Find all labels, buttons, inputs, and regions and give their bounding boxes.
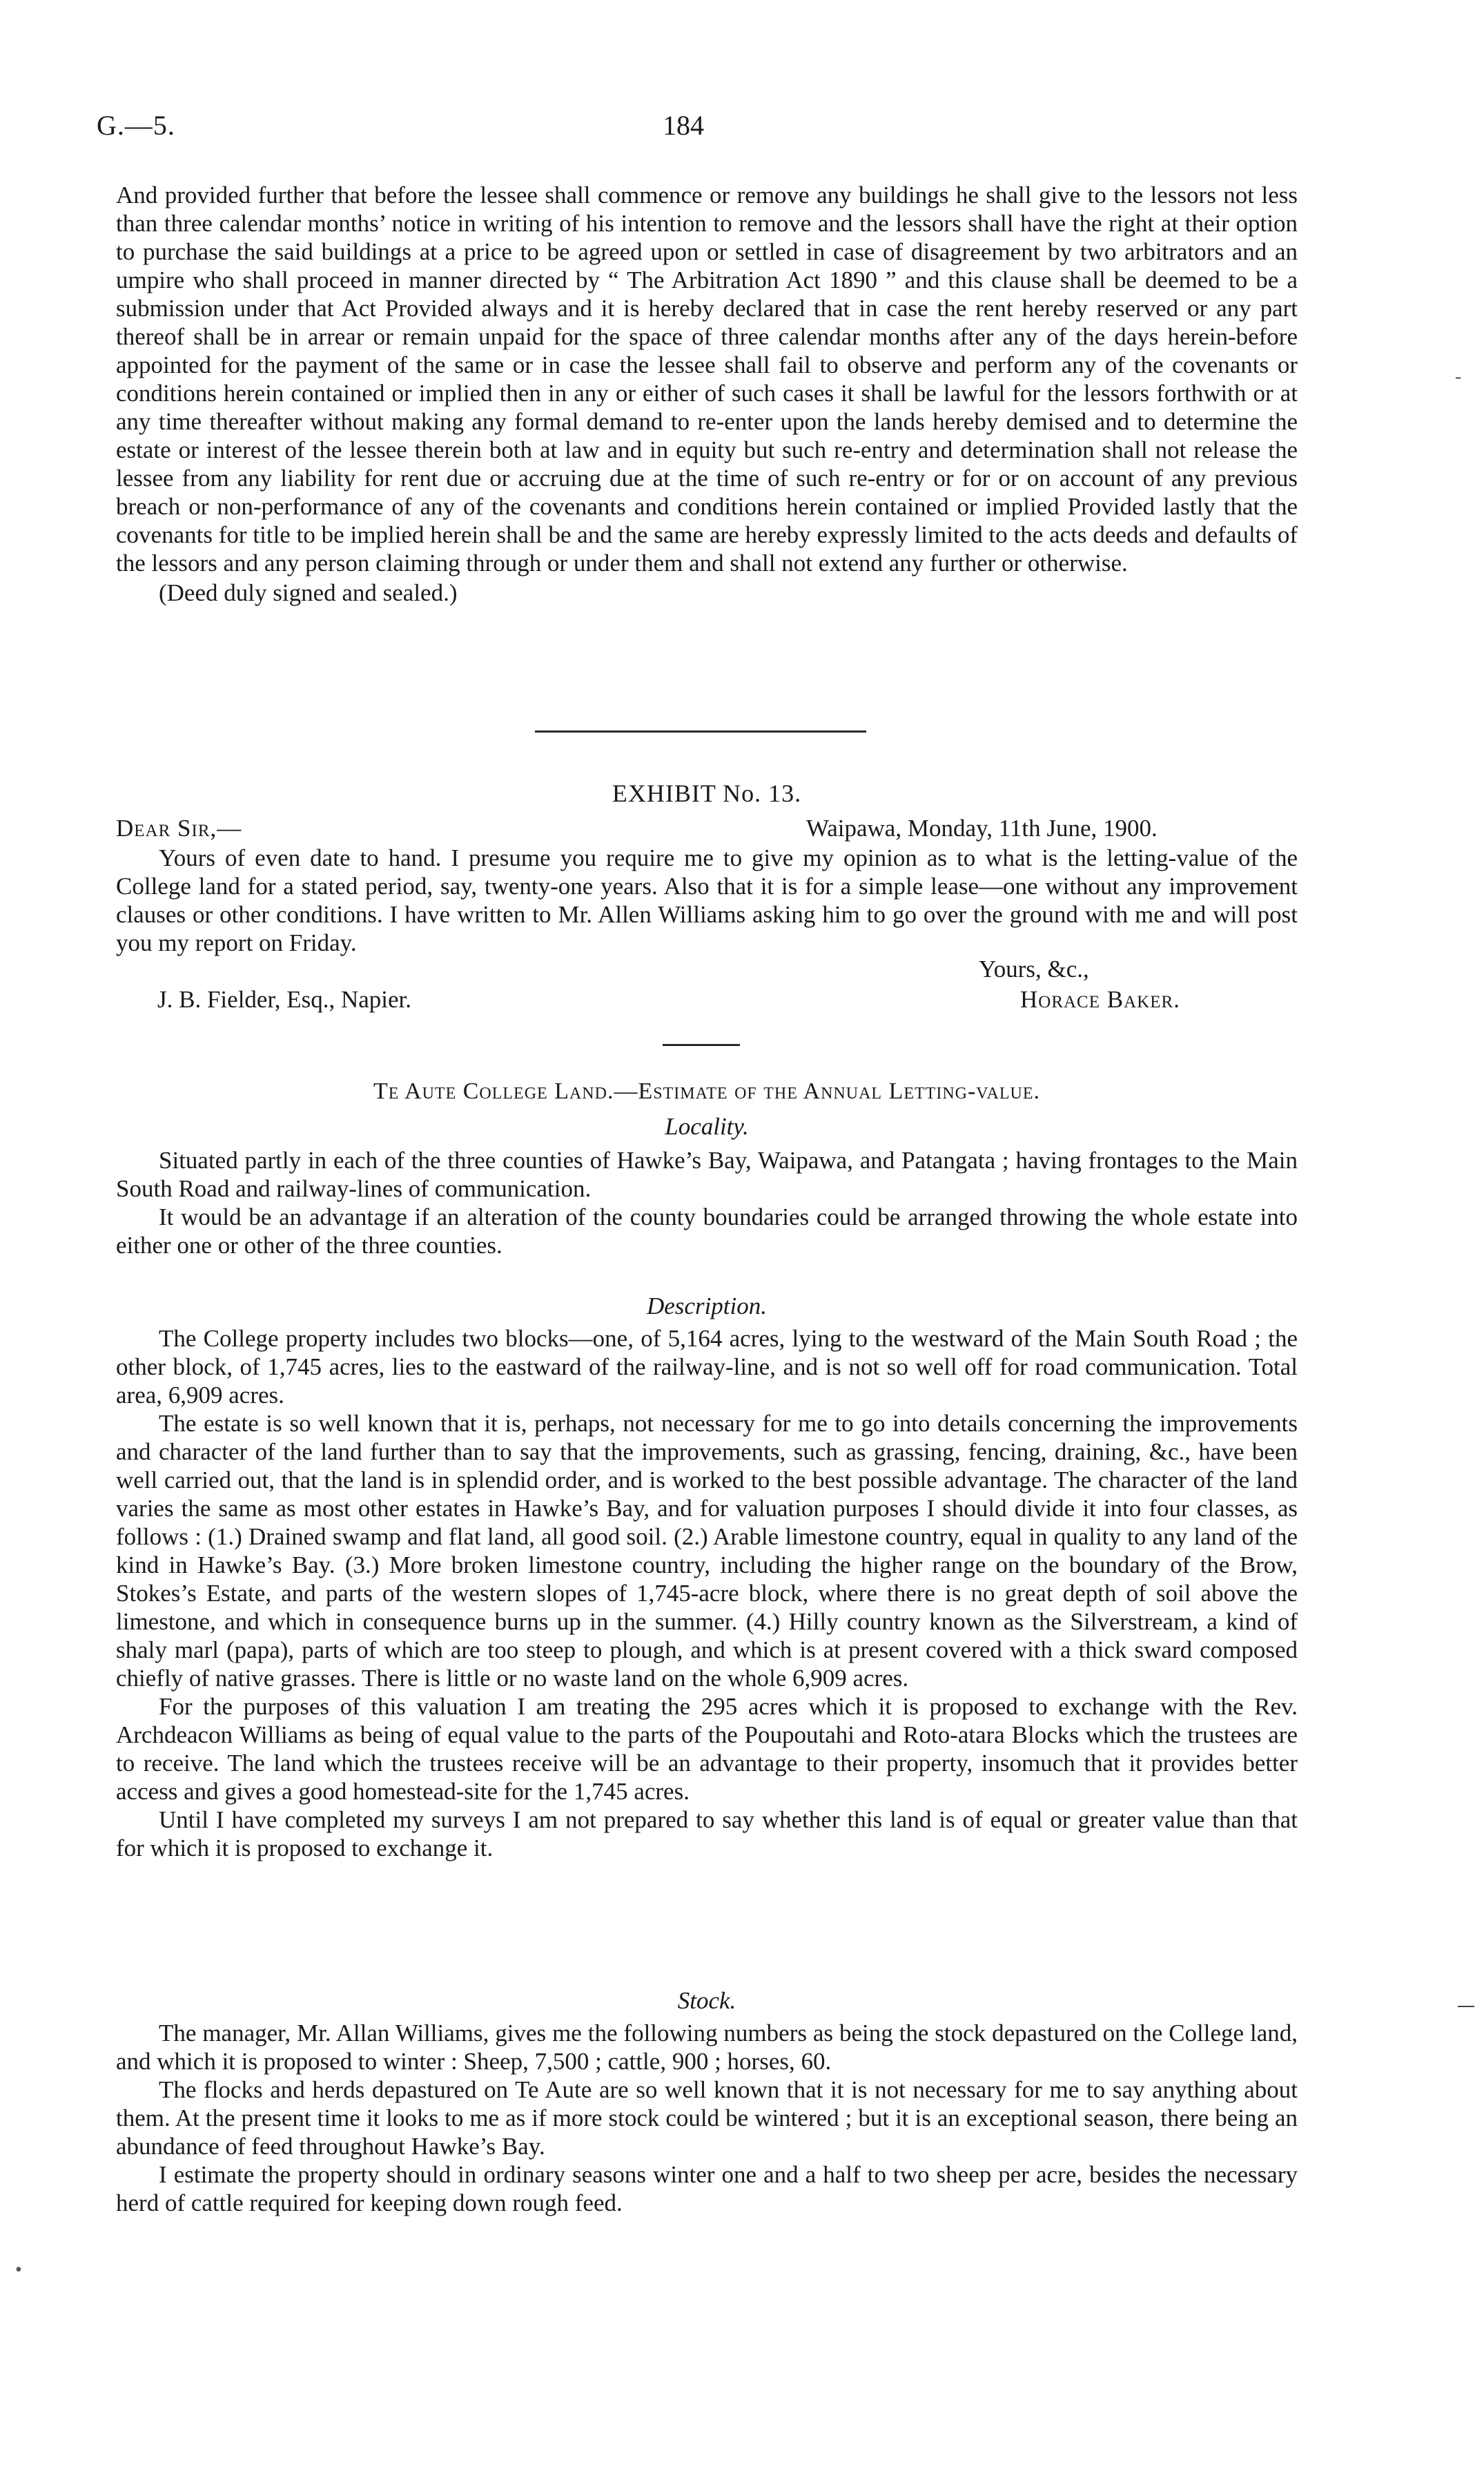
locality-heading: Locality. bbox=[665, 1113, 749, 1140]
margin-mark: • bbox=[15, 2259, 22, 2281]
letter-signature: Horace Baker. bbox=[1020, 986, 1180, 1013]
letter-body: Yours of even date to hand. I presume you require me to give my opinion as to what is the letting-value of the College land for a stated period, say, twenty-one years. Also that it is for a simple lease—one without any improvement clauses or other conditions. I have written to Mr. Allen Williams asking him to go over the ground with me and will post you my report on Friday. bbox=[116, 844, 1298, 956]
stock-section bbox=[116, 2019, 1298, 2217]
short-divider bbox=[663, 1044, 740, 1046]
locality-paragraph: Situated partly in each of the three counties of Hawke’s Bay, Waipawa, and Patangata ; having frontages to the Main South Road and railway-lines of communication. bbox=[116, 1147, 1298, 1202]
letter-addressee: J. B. Fielder, Esq., Napier. bbox=[157, 986, 411, 1013]
stock-heading: Stock. bbox=[677, 1987, 736, 2014]
stock-paragraph: The flocks and herds depastured on Te Aute are so well known that it is not necessary for me to say anything about them. At the present time it looks to me as if more stock could be wintered ; but it is an exceptional season, there being an abundance of feed throughout Hawke’s Bay. bbox=[116, 2076, 1298, 2160]
description-paragraph: The estate is so well known that it is, perhaps, not necessary for me to go into details concerning the improvements and character of the land further than to say that the improvements, such as grassing, fencing, draining, &c., have been well carried out, that the land is in splendid order, and is worked to the best possible advantage. The character of the land varies the same as most other estates in Hawke’s Bay, and for valuation purposes I should divide it into four classes, as follows : (1.) Drained swamp and flat land, all good soil. (2.) Arable limestone country, equal in quality to any land of the kind in Hawke’s Bay. (3.) More broken limestone country, including the higher range on the boundary of the Brow, Stokes’s Estate, and parts of the western slopes of 1,745-acre block, where there is no great depth of soil above the limestone, and which in consequence burns up in the summer. (4.) Hilly country known as the Silverstream, a kind of shaly marl (papa), parts of which are too steep to plough, and which is at present covered with a thick sward composed chiefly of native grasses. There is little or no waste land on the whole 6,909 acres. bbox=[116, 1410, 1298, 1692]
description-section bbox=[116, 1324, 1298, 1862]
locality-section bbox=[116, 1146, 1298, 1259]
margin-mark bbox=[1458, 2006, 1474, 2007]
description-heading: Description. bbox=[646, 1293, 767, 1319]
stock-paragraph: I estimate the property should in ordinary seasons winter one and a half to two sheep per acre, besides the necessary herd of cattle required for keeping down rough feed. bbox=[116, 2161, 1298, 2216]
locality-paragraph: It would be an advantage if an alteration of the county boundaries could be arranged throwing the whole estate into either one or other of the three counties. bbox=[116, 1203, 1298, 1259]
description-paragraph: Until I have completed my surveys I am not prepared to say whether this land is of equal or greater value than that for which it is proposed to exchange it. bbox=[116, 1806, 1298, 1861]
document-reference: G.—5. bbox=[97, 110, 175, 141]
description-paragraph: For the purposes of this valuation I am treating the 295 acres which it is proposed to exchange with the Rev. Archdeacon Williams as being of equal value to the parts of the Poupoutahi and Roto-atara Blocks which the trustees are to receive. The land which the trustees receive will be an advantage to their property, insomuch that it provides better access and gives a good homestead-site for the 1,745 acres. bbox=[116, 1693, 1298, 1805]
letter-salutation: Dear Sir,— bbox=[116, 815, 242, 842]
letter-body-section bbox=[116, 844, 1298, 957]
letter-dateline: Waipawa, Monday, 11th June, 1900. bbox=[806, 815, 1158, 842]
page-number: 184 bbox=[663, 110, 704, 141]
lease-clause-section bbox=[116, 181, 1298, 607]
margin-mark: - bbox=[1455, 366, 1462, 387]
exhibit-title: EXHIBIT No. 13. bbox=[612, 780, 802, 807]
lease-clause-paragraph: And provided further that before the lessee shall commence or remove any buildings he shall give to the lessors not less than three calendar months’ notice in writing of his intention to remove and the lessors shall have the right at their option to purchase the said buildings at a price to be agreed upon or settled in case of disagreement by two arbitrators and an umpire who shall proceed in manner directed by “ The Arbitration Act 1890 ” and this clause shall be deemed to be a submission under that Act Provided always and it is hereby declared that in case the rent hereby reserved or any part thereof shall be in arrear or remain unpaid for the space of three calendar months after any of the days herein-before appointed for the payment of the same or in case the lessee shall fail to observe and perform any of the covenants or conditions herein contained or implied then in any or either of such cases it shall be lawful for the lessors forthwith or at any time thereafter without making any formal demand to re-enter upon the lands hereby demised and to determine the estate or interest of the lessee therein both at law and in equity but such re-entry and determination shall not release the lessee from any liability for rent due or accruing due at the time of such re-entry or for or on account of any previous breach or non-performance of any of the covenants and conditions herein contained or implied Provided lastly that the covenants for title to be implied herein shall be and the same are hereby expressly limited to the acts deeds and defaults of the lessors and any person claiming through or under them and shall not extend any further or otherwise. bbox=[116, 182, 1298, 577]
letter-closing: Yours, &c., bbox=[979, 956, 1089, 983]
section-divider bbox=[535, 730, 866, 733]
stock-paragraph: The manager, Mr. Allan Williams, gives me the following numbers as being the stock depastured on the College land, and which it is proposed to winter : Sheep, 7,500 ; cattle, 900 ; horses, 60. bbox=[116, 2020, 1298, 2075]
report-title: Te Aute College Land.—Estimate of the Annual Letting-value. bbox=[373, 1078, 1041, 1104]
description-paragraph: The College property includes two blocks—one, of 5,164 acres, lying to the westward of the Main South Road ; the other block, of 1,745 acres, lies to the eastward of the railway-line, and is not so well off for road communication. Total area, 6,909 acres. bbox=[116, 1325, 1298, 1409]
deed-note: (Deed duly signed and sealed.) bbox=[159, 579, 458, 606]
